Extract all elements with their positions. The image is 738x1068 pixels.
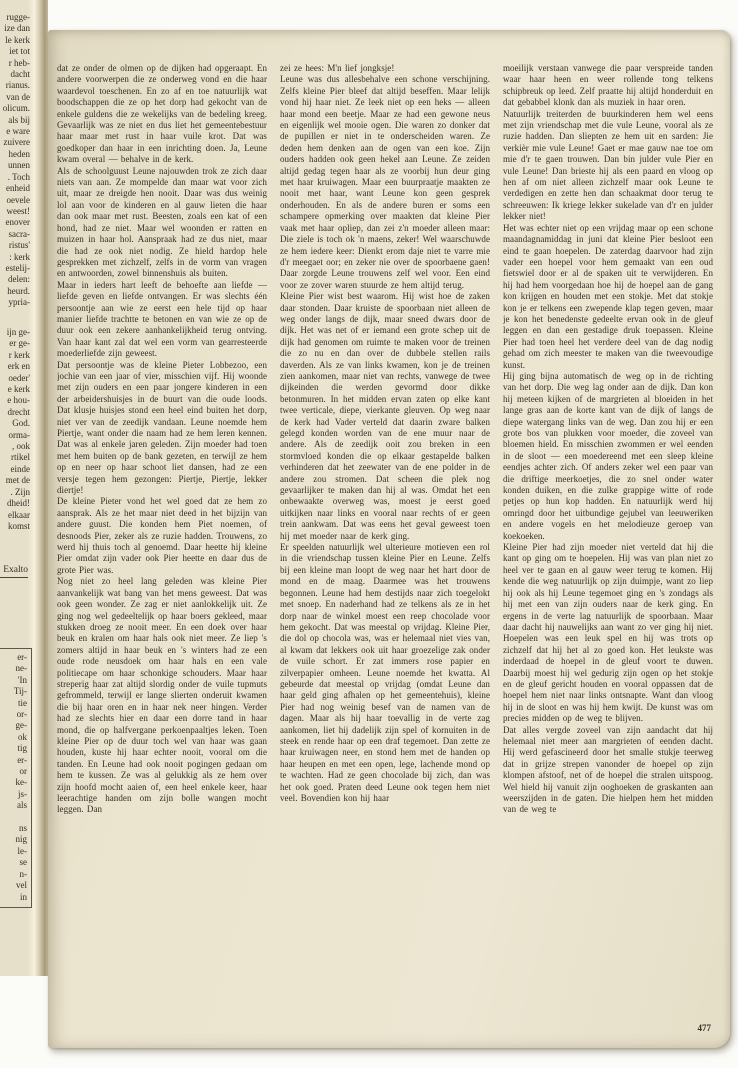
text-paragraph: zei ze hees: M'n lief jongksje! xyxy=(280,63,395,73)
text-fragment: oeder' xyxy=(8,372,30,383)
text-fragment: n- xyxy=(19,868,27,879)
text-paragraph: Als de schoolguust Leune najouwden trok ze zich daar niets van aan. Ze mompelde dan maar wat voor zich uit, maar ze dreigde hen nooit. Daar was dus weinig lol aan voor de kinderen en al gauw lieten die haar dan ook maar met rust. Beesten, zoals een kat of een hond, had ze niet. Maar wel woonden er ratten en muizen in haar hol. Aanspraak had ze dus niet, maar die had ze ook niet nodig. Ze hield hardop hele gesprekken met zichzelf, zelfs in de vorm van vragen en antwoorden, zowel binnenshuis als buiten. xyxy=(57,165,267,279)
author-signature: Exalto xyxy=(0,565,28,578)
text-fragment: , ook xyxy=(12,441,30,452)
text-fragment: ristus' xyxy=(8,240,30,251)
text-fragment: ge- xyxy=(15,720,27,731)
text-fragment: ns xyxy=(18,823,27,834)
text-fragment: God. xyxy=(12,418,30,429)
text-fragment: tie xyxy=(18,697,27,708)
text-fragment: delen: xyxy=(8,274,30,285)
text-fragment: estelij- xyxy=(5,262,30,273)
book-page xyxy=(48,30,730,1048)
text-column-2 xyxy=(280,63,490,1008)
text-fragment: komst xyxy=(7,520,30,531)
text-fragment: . Toch xyxy=(7,171,30,182)
text-paragraph: De kleine Pieter vond het wel goed dat ze hem zo aansprak. Als ze het maar niet deed in het bijzijn van andere guust. Die konden hem Piet noemen, of desnoods Pier, zeker als ze ruzie hadden. Trouwens, zo werd hij thuis toch al genoemd. Daar heette hij kleine Pier omdat zijn vader ook Pier heette en daar dus de grote Pier was. xyxy=(57,496,267,575)
text-fragment: r kerk xyxy=(8,349,30,360)
text-fragment: er- xyxy=(17,754,27,765)
text-fragment: er ge- xyxy=(9,338,30,349)
text-fragment: ypria- xyxy=(8,297,30,308)
text-fragment: erk en xyxy=(7,361,30,372)
text-fragment: vel xyxy=(16,880,27,891)
text-fragment: met de xyxy=(5,475,30,486)
text-fragment: van de xyxy=(6,91,30,102)
text-paragraph: Maar in ieders hart leeft de behoefte aan liefde — liefde geven en liefde ontvangen. Er was slechts één persoontje aan wie ze eerst een hele tijd op haar manier liefde trachtte te betonen en van wie ze op de duur ook een zekere aanhankelijkheid terug ontving. Van haar kant zal dat wel een vorm van gearresteerde moederliefde zijn geweest. xyxy=(57,279,267,359)
text-fragment: enheid xyxy=(6,183,30,194)
text-paragraph: Kleine Pier wist best waarom. Hij wist hoe de zaken daar stonden. Daar kruiste de spoorbaan niet alleen de weg onder langs de dijk, maar sneed dwars door de dijk. Het was net of er iemand een grote schep uit de dijk had genomen om ruimte te maken voor de treinen die zo nu en dan over de dubbele stellen rails daverden. Als ze van links kwamen, kon je de treinen zien aankomen, maar niet van rechts, vanwege de twee dijkeinden die werden gevormd door dikke betonmuren. In het midden ervan zaten op elke kant twee verticale, diepe, vierkante gleuven. Op weg naar de kerk had Vader verteld dat daarin zware balken gelegd konden worden van de ene muur naar de andere. Als de zeedijk ooit zou breken in een stormvloed konden die op elkaar gestapelde balken verhinderen dat het zeewater van de ene polder in de andere zou stromen. Dat scheen die plek nog gevaarlijker te maken dan hij al was. Omdat het een onbewaakte overweg was, moest je eerst goed uitkijken naar links en vooral naar rechts of er geen trein aankwam. Dat was eens het geval geweest toen hij met moeder naar de kerk ging. xyxy=(280,291,490,541)
text-paragraph: Dat persoontje was de kleine Pieter Lobbezoo, een jochie van een jaar of vier, misschien vijf. Hij woonde met zijn ouders en een paar jongere kinderen in een der arbeidershuisjes in de buurt van die oude loods. Dat klusje huisjes stond een heel eind buiten het dorp, niet ver van de zeedijk vandaan. Leune noemde hem Piertje, want onder die naam had ze hem leren kennen. Dat was al enkele jaren geleden. Zijn moeder had toen met hem buiten op de bank gezeten, en terwijl ze hem op en neer op haar schoot liet dansen, had ze een versje tegen hem gezongen: Piertje, Piertje, lekker diertje! xyxy=(57,359,267,496)
text-fragment: als xyxy=(17,800,27,811)
text-fragment: ize dan xyxy=(4,23,30,34)
text-fragment: tig xyxy=(17,743,27,754)
text-fragment: iet tot xyxy=(9,46,30,57)
text-fragment: einde xyxy=(10,463,30,474)
text-fragment: rianus. xyxy=(5,80,30,91)
text-fragment: . Zijn xyxy=(10,486,30,497)
text-fragment: er- xyxy=(17,652,27,662)
text-fragment: se xyxy=(19,857,27,868)
text-fragment: dheid! xyxy=(7,498,30,509)
text-fragment: 'In xyxy=(17,674,27,685)
text-paragraph: Het was echter niet op een vrijdag maar op een schone maandagnamiddag in juni dat kleine Pier besloot een eind te gaan hoepelen. De zaterdag daarvoor had zijn vader een hoepel voor hem gemaakt van een oud fietswiel door er al de spaken uit te verwijderen. En hij had hem voorgedaan hoe hij de hoepel aan de gang kon krijgen en houden met een stokje. Met dat stokje kon je er telkens een zwepende klap tegen geven, maar je kon het benedenste gedeelte ervan ook in de gleuf leggen en dan een gestadige druk toepassen. Kleine Pier had toen heel het verdere deel van de dag nodig gehad om zich meester te maken van die tweevoudige kunst. xyxy=(503,222,713,370)
text-fragment: oevele xyxy=(6,194,30,205)
prev-page-fragments-top xyxy=(0,12,30,309)
text-fragment: le- xyxy=(17,845,27,856)
text-column-1 xyxy=(57,63,267,1008)
text-fragment: ne- xyxy=(15,663,27,674)
text-fragment: orma- xyxy=(8,429,30,440)
text-fragment: heurd. xyxy=(7,285,30,296)
text-column-3 xyxy=(503,63,713,1008)
text-paragraph: Kleine Pier had zijn moeder niet verteld dat hij die kant op ging om te hoepelen. Hij was van plan niet zo heel ver te gaan en al gauw weer terug te komen. Hij kende die weg natuurlijk op zijn duimpje, want zo liep hij ook als hij Leune tegemoet ging en 's zondags als hij met een van zijn ouders naar de kerk ging. En ergens in de verte lag natuurlijk de spoorbaan. Maar daar dacht hij nauwelijks aan want zo ver ging hij niet. Hoepelen was een leuk spel en hij was trots op zichzelf dat hij het al zo goed kon. Het leukste was inderdaad de hoepel in de gleuf voort te duwen. Daarbij moest hij wel gedurig zijn ogen op het stokje en de gleuf gericht houden en vooral oppassen dat de hoepel hem niet naar links ontsnapte. Want dan vloog hij in de sloot en was hij hem kwijt. De kunst was om precies midden op de weg te blijven. xyxy=(503,542,713,724)
text-fragment: olicum. xyxy=(2,103,30,114)
text-paragraph: Natuurlijk treiterden de buurkinderen hem wel eens met zijn vriendschap met die vule Leune, vooral als ze ruzie hadden. Dan sliepten ze hem uit en sarden: Jie verkièr mie vule Leune! Gaet er mae gauw nae toe om mie d'r te gaen trouwen. Dan bin julder vule Pier en vule Leune! Dan brieste hij als een paard en vloog op hen af om niet alleen zichzelf maar ook Leune te verdedigen en zette hen dan schaakmat door terug te schreeuwen: Ik kriege lekker sukelade van d'r en julder lekker niet! xyxy=(503,108,713,222)
text-paragraph: Leune was dus allesbehalve een schone verschijning. Zelfs kleine Pier bleef dat altijd beseffen. Maar lelijk vond hij haar niet. Ze leek niet op een heks — alleen haar mond een beetje. Maar ze had een gewone neus en eigenlijk wel mooie ogen. Die waren zo donker dat de pupillen er niet in te onderscheiden waren. Ze deden hem denken aan de ogen van een koe. Zijn ouders hadden ook geen hekel aan Leune. Ze zeiden altijd gedag tegen haar als ze voorbij hun deur ging met haar kruiwagen. Maar een buurpraatje maakten ze nooit met haar, want Leune kon geen gesprek onderhouden. En als de andere buren er soms een schampere opmerking over maakten dat kleine Pier vaak met haar opliep, dan zei z'n moeder alleen maar: Die ziele is toch ok 'n maens, zeker! Wel waarschuwde ze hem iedere keer: Dienkt erom daje niet te varre mie d'r meegaet oor; en zeker nie over de spoorbaene gaen! Daar zorgde Leune trouwens zelf wel voor. Een eind voor ze zover waren stuurde ze hem altijd terug. xyxy=(280,74,490,290)
text-fragment: ok xyxy=(18,731,27,742)
text-fragment: dacht xyxy=(10,69,30,80)
text-fragment: or xyxy=(19,766,27,777)
previous-page-edge xyxy=(0,0,48,976)
text-fragment: zuivere xyxy=(3,137,30,148)
text-paragraph: Hij ging bijna automatisch de weg op in de richting van het dorp. Die weg lag onder aan de dijk. Dan kon hij meteen kijken of de margrieten al bloeiden in het lange gras aan de korte kant van de dijk of langs de diepe watergang links van de weg. Dan zou hij er een grote bos van plukken voor moeder, die zoveel van bloemen hield. En misschien zwommen er wel eenden in de sloot — een moedereend met een sleep kleine eendjes achter zich. Of anders zeker wel een paar van die driftige meerkoetjes, die zo snel onder water konden duiken, en die zulke grappige witte of rode petjes op hun kop hadden. En natuurlijk werd hij omringd door het uitbundige gejubel van leeuweriken en andere vogels en het melodieuze geroep van koekoeken. xyxy=(503,370,713,541)
text-fragment: rugge- xyxy=(6,12,30,22)
page-number: 477 xyxy=(697,1023,711,1033)
text-fragment: rtikel xyxy=(11,452,30,463)
text-paragraph: Dat alles vergde zoveel van zijn aandacht dat hij helemaal niet meer aan margrieten of eenden dacht. Hij werd gefascineerd door het smalle stukje teerweg dat in grijze strepen vanonder de hoepel op zijn klompen afstoof, net of de hoepel die stralen uitspoog. Wel hield hij vanuit zijn ooghoeken de graskanten aan weerszijden in de gaten. Die hielpen hem het midden van de weg te xyxy=(503,724,713,815)
text-paragraph: Er speelden natuurlijk wel ulterieure motieven een rol in die vriendschap tussen kleine Pier en Leune. Zelfs bij een kleine man loopt de weg naar het hart door de mond en de maag. Daarmee was het trouwens begonnen. Leune had hem destijds naar zich toegelokt met snoep. En naderhand had ze telkens als ze in het dorp naar de winkel moest een reep chocolade voor hem gekocht. Dat was meestal op vrijdag. Kleine Pier, die dol op chocola was, was er helemaal niet vies van, al kwam dat lekkers ook uit haar groezelige zak onder de vuile schort. Er zat immers rose papier en zilverpapier omheen. Leune noemde het kwatta. Al gebeurde dat meestal op vrijdag (omdat Leune dan haar geld ging afhalen op het gemeentehuis), kleine Pier had nog weinig besef van de namen van de dagen. Maar als hij haar toevallig in de verte zag aankomen, liet hij dadelijk zijn spel of kornuiten in de steek en rende haar op een draf tegemoet. Dan zette ze haar kruiwagen neer, en stond hem met de handen op haar heupen en met een open, lege, lachende mond op te wachten. Had ze geen chocolade bij zich, dan was het ook goed. Praten deed Leune ook tegen hem niet veel. Bovendien kon hij haar xyxy=(280,542,490,803)
text-fragment: in xyxy=(19,891,27,902)
text-fragment: nig xyxy=(15,834,27,845)
text-fragment: r heb- xyxy=(8,57,30,68)
text-fragment: ke- xyxy=(15,777,27,788)
boxed-insert xyxy=(0,648,32,908)
text-fragment: weest! xyxy=(6,205,30,216)
text-fragment: enover xyxy=(5,217,30,228)
text-fragment: e ware xyxy=(6,126,30,137)
text-paragraph: moeilijk verstaan vanwege die paar verspreide tanden waar haar heen en weer rollende tong telkens schipbreuk op leed. Zelf praatte hij altijd honderduit en dat gebabbel klonk dan als muziek in haar oren. xyxy=(503,63,713,108)
text-fragment: als bij xyxy=(8,114,30,125)
text-fragment: : kerk xyxy=(9,251,30,262)
text-fragment: ijn ge- xyxy=(6,327,30,337)
text-fragment: e hou- xyxy=(7,395,30,406)
text-paragraph: dat ze onder de olmen op de dijken had opgeraapt. En andere voorwerpen die ze onderweg vond en die haar waardevol toeschenen. En zo af en toe natuurlijk wat boodschappen die ze op het dorp had gekocht van de enkele guldens die ze wekelijks van de bedeling kreeg. Gevaarlijk was ze niet en dus liet het gemeentebestuur haar maar met rust in haar vuile krot. Dat was goedkoper dan haar in een inrichting doen. Ja, Leune kwam overal — behalve in de kerk. xyxy=(57,63,267,165)
text-fragment: drecht xyxy=(7,406,30,417)
text-fragment: or- xyxy=(16,709,27,720)
text-fragment: sacra- xyxy=(8,228,30,239)
text-fragment: heden xyxy=(8,148,30,159)
text-fragment: js- xyxy=(18,788,27,799)
text-fragment: elkaar xyxy=(8,509,30,520)
text-fragment: e kerk xyxy=(7,384,30,395)
text-fragment: unnen xyxy=(8,160,30,171)
text-paragraph: Nog niet zo heel lang geleden was kleine Pier aanvankelijk wat bang van het mens geweest. Dat was ook geen wonder. Ze zag er niet aanlokkelijk uit. Ze ging nog wel gedeeltelijk op haar boers gekleed, maar stukken droeg ze nooit meer. En een doek over haar beuk en kralen om haar hals ook niet meer. Ze liep 's zomers altijd in haar beuk en 's winters had ze een oude rode neusdoek om haar hals en een vale politiecape om haar schonkige schouders. Maar haar streperig haar zat altijd slordig onder de vuile tupmuts gefrommeld, terwijl er lange slierten onderuit kwamen die bij haar oren en in haar nek neer hingen. Verder had ze slechts hier en daar een dorre tand in haar mond, die op halfvergane perkoenpaaltjes leken. Toen kleine Pier op de duur toch wel van haar was gaan houden, kuste hij haar echter nooit, vooral om die tanden. En Leune had ook nooit pogingen gedaan om hem te kussen. Ze was al gelukkig als ze hem over zijn hoofd mocht aaien of, een heel enkele keer, haar leerachtige handen om zijn bolle wangen mocht leggen. Dan xyxy=(57,576,267,815)
text-fragment: Tij- xyxy=(13,686,27,697)
text-columns xyxy=(57,63,713,1008)
text-fragment xyxy=(0,812,27,823)
prev-page-fragments-mid xyxy=(0,327,30,532)
text-fragment: le kerk xyxy=(5,34,30,45)
